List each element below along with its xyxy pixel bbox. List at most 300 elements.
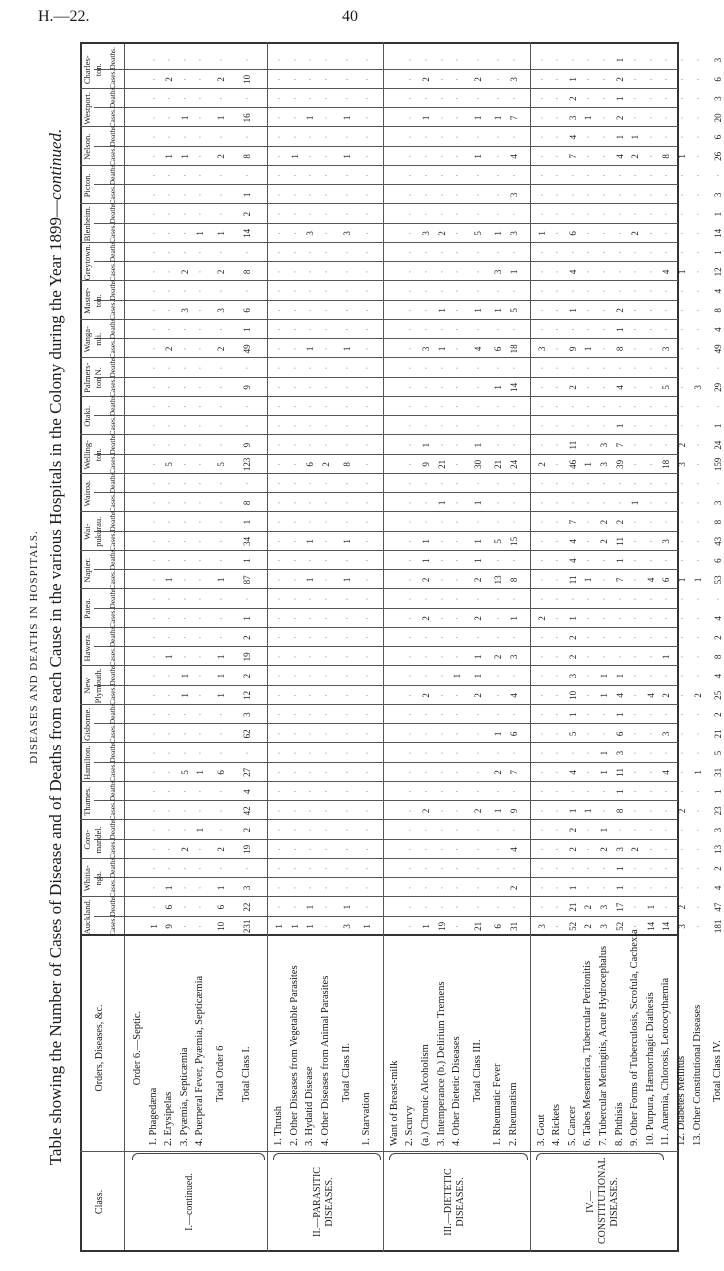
empty-cell: · [552,135,563,139]
empty-cell: · [341,867,352,871]
empty-cell: · [164,636,175,640]
cases-deaths-rule [94,454,678,455]
empty-cell: · [436,847,447,851]
empty-cell: · [164,693,175,697]
deaths-subheader: Deaths. [108,432,117,455]
cases-value: 1 [362,924,373,929]
cases-value: 1 [614,423,625,429]
empty-cell: · [195,886,206,890]
empty-cell: · [713,366,724,370]
empty-cell: · [630,770,641,774]
empty-cell: · [436,597,447,601]
empty-cell: · [195,174,206,178]
empty-cell: · [583,539,594,543]
header-section-code: H.—22. [38,8,90,25]
cases-value: 1 [583,115,594,121]
empty-cell: · [274,655,285,659]
cases-value: 4 [567,770,578,775]
deaths-value: 1 [472,442,483,448]
empty-cell: · [148,905,159,909]
empty-cell: · [216,559,226,563]
deaths-value: 9 [241,442,252,448]
empty-cell: · [552,405,563,409]
empty-cell: · [630,424,641,428]
empty-cell: · [452,462,463,466]
empty-cell: · [583,58,594,62]
empty-cell: · [493,886,504,890]
cases-deaths-rule [94,69,678,70]
empty-cell: · [436,559,447,563]
cases-value: 3 [677,924,687,929]
empty-cell: · [493,212,504,216]
cases-value: 3 [661,731,672,737]
empty-cell: · [583,251,594,255]
empty-cell: · [536,886,547,890]
empty-cell: · [599,193,609,197]
empty-cell: · [493,905,504,909]
deaths-value: 2 [614,519,625,525]
empty-cell: · [692,231,703,235]
cases-value: 8 [241,154,252,159]
empty-cell: · [148,174,159,178]
class-label: I.—continued. [183,1173,195,1231]
cases-value: 1 [289,154,300,159]
cases-value: 1 [195,770,206,775]
empty-cell: · [552,809,563,813]
empty-cell: · [630,578,641,582]
empty-cell: · [436,443,447,447]
empty-cell: · [661,867,672,871]
empty-cell: · [148,616,159,620]
empty-cell: · [452,809,463,813]
deaths-value: 1 [421,558,431,563]
empty-cell: · [567,867,578,871]
deaths-value: 4 [241,789,252,794]
empty-cell: · [164,251,175,255]
empty-cell: · [164,616,175,620]
empty-cell: · [274,174,285,178]
cases-value: 5 [661,385,672,390]
empty-cell: · [405,616,416,620]
cases-value: 46 [567,459,578,469]
empty-cell: · [661,905,672,909]
empty-cell: · [536,867,547,871]
empty-cell: · [552,443,563,447]
empty-cell: · [179,828,190,832]
empty-cell: · [536,905,547,909]
empty-cell: · [179,559,190,563]
empty-cell: · [195,790,206,794]
disease-row-label: 10. Purpura, Hæmorrhagic Diathesis [644,992,656,1146]
empty-cell: · [536,289,547,293]
empty-cell: · [405,482,416,486]
cases-value: 1 [179,115,190,121]
empty-cell: · [405,828,416,832]
empty-cell: · [677,539,687,543]
cases-value: 6 [567,231,578,236]
empty-cell: · [321,443,331,447]
empty-cell: · [472,847,483,851]
empty-cell: · [405,655,416,659]
empty-cell: · [661,231,672,235]
cases-value: 2 [567,847,578,852]
empty-cell: · [321,905,331,909]
deaths-value: 6 [713,558,724,563]
hospital-header: Coro-mandel. [82,826,103,854]
cases-value: 2 [630,847,641,852]
empty-cell: · [164,385,175,389]
cases-value: 19 [241,844,252,854]
empty-cell: · [692,135,703,139]
empty-cell: · [536,597,547,601]
empty-cell: · [677,231,687,235]
empty-cell: · [677,655,687,659]
cases-value: 5 [567,731,578,737]
class-column-rule [80,1151,678,1152]
empty-cell: · [164,790,175,794]
empty-cell: · [599,289,609,293]
empty-cell: · [274,597,285,601]
empty-cell: · [493,751,504,755]
empty-cell: · [341,174,352,178]
cases-value: 2 [536,616,547,621]
hospital-column-rule [80,204,678,205]
deaths-value: 24 [713,440,724,450]
cases-value: 3 [216,308,226,313]
empty-cell: · [630,116,641,120]
empty-cell: · [692,366,703,370]
empty-cell: · [289,424,300,428]
empty-cell: · [645,462,656,466]
empty-cell: · [341,385,352,389]
empty-cell: · [583,886,594,890]
empty-cell: · [536,328,547,332]
empty-cell: · [452,154,463,158]
cases-value: 1 [216,115,226,121]
disease-row-label: 1. Thrush [273,1105,285,1146]
deaths-value: 2 [677,904,687,910]
cases-value: 3 [692,385,703,390]
hospital-header: Wairoa. [82,480,92,507]
cases-subheader: Cases. [108,377,117,397]
empty-cell: · [405,385,416,389]
empty-cell: · [216,212,226,216]
empty-cell: · [583,97,594,101]
empty-cell: · [583,847,594,851]
cases-value: 3 [341,924,352,929]
deaths-subheader: Deaths. [108,586,117,609]
empty-cell: · [472,636,483,640]
cases-value: 1 [472,115,483,121]
empty-cell: · [630,308,641,312]
empty-cell: · [614,231,625,235]
empty-cell: · [179,636,190,640]
deaths-value: 22 [241,902,252,912]
empty-cell: · [195,867,206,871]
empty-cell: · [305,867,316,871]
deaths-value: 1 [305,904,316,910]
empty-cell: · [405,328,416,332]
cases-value: 5 [509,308,519,313]
deaths-value: 1 [216,673,226,679]
empty-cell: · [321,347,331,351]
empty-cell: · [472,751,483,755]
disease-row-label: 2. Rheumatism [508,1082,519,1146]
deaths-value: 1 [614,327,625,332]
empty-cell: · [630,174,641,178]
hospital-column-rule [80,666,678,667]
empty-cell: · [452,847,463,851]
empty-cell: · [509,501,519,505]
cases-deaths-rule [94,223,678,224]
cases-value: 6 [509,731,519,737]
empty-cell: · [567,501,578,505]
empty-cell: · [305,443,316,447]
empty-cell: · [148,597,159,601]
disease-row-label: 4. Rickets [551,1104,563,1146]
empty-cell: · [677,616,687,620]
empty-cell: · [405,462,416,466]
empty-cell: · [341,58,352,62]
empty-cell: · [583,828,594,832]
cases-deaths-rule [94,338,678,339]
empty-cell: · [289,328,300,332]
total-row-label: Total Class II. [340,1042,352,1102]
cases-value: 1 [164,885,175,891]
cases-value: 8 [661,154,672,159]
empty-cell: · [341,251,352,255]
cases-value: 11 [614,768,625,777]
empty-cell: · [405,886,416,890]
empty-cell: · [677,693,687,697]
empty-cell: · [195,77,206,81]
cases-subheader: Cases. [108,416,117,436]
empty-cell: · [405,713,416,717]
empty-cell: · [509,520,519,524]
cases-value: 1 [583,808,594,814]
empty-cell: · [305,732,316,736]
cases-subheader: Cases. [108,685,117,705]
empty-cell: · [148,732,159,736]
cases-value: 3 [661,539,672,544]
empty-cell: · [195,462,206,466]
deaths-value: 1 [713,250,724,255]
disease-row-label: 3. Intemperance (b.) Delirium Tremens [435,981,447,1146]
empty-cell: · [436,636,447,640]
cases-value: 1 [493,385,504,390]
empty-cell: · [452,886,463,890]
empty-cell: · [305,135,316,139]
empty-cell: · [179,174,190,178]
empty-cell: · [179,751,190,755]
empty-cell: · [552,847,563,851]
empty-cell: · [692,58,703,62]
cases-value: 3 [677,462,687,467]
empty-cell: · [552,270,563,274]
empty-cell: · [509,251,519,255]
empty-cell: · [216,135,226,139]
cases-deaths-rule [94,877,678,878]
empty-cell: · [552,828,563,832]
empty-cell: · [421,482,431,486]
cases-value: 2 [216,346,226,352]
empty-cell: · [274,424,285,428]
empty-cell: · [362,674,373,678]
cases-value: 24 [509,459,519,469]
empty-cell: · [241,135,252,139]
empty-cell: · [452,77,463,81]
empty-cell: · [305,385,316,389]
empty-cell: · [661,289,672,293]
empty-cell: · [148,559,159,563]
empty-cell: · [321,636,331,640]
empty-cell: · [452,193,463,197]
empty-cell: · [164,174,175,178]
empty-cell: · [645,847,656,851]
empty-cell: · [692,790,703,794]
empty-cell: · [645,193,656,197]
empty-cell: · [645,270,656,274]
empty-cell: · [493,97,504,101]
empty-cell: · [630,905,641,909]
empty-cell: · [692,520,703,524]
empty-cell: · [179,655,190,659]
cases-subheader: Cases. [108,146,117,166]
empty-cell: · [216,97,226,101]
hospital-header: New Plymouth. [82,668,103,704]
empty-cell: · [289,385,300,389]
disease-row-label: 3. Gout [535,1114,547,1146]
empty-cell: · [216,385,226,389]
empty-cell: · [195,405,206,409]
empty-cell: · [536,578,547,582]
deaths-value: 1 [614,712,625,717]
empty-cell: · [599,385,609,389]
cases-value: 4 [713,885,724,891]
cases-value: 3 [341,231,352,236]
empty-cell: · [405,289,416,293]
cases-value: 1 [305,115,316,121]
class-label: II.—PARASITIC DISEASES. [312,1167,335,1237]
empty-cell: · [614,212,625,216]
empty-cell: · [362,462,373,466]
empty-cell: · [630,347,641,351]
empty-cell: · [362,616,373,620]
empty-cell: · [692,905,703,909]
empty-cell: · [452,58,463,62]
empty-cell: · [599,251,609,255]
empty-cell: · [692,193,703,197]
empty-cell: · [179,212,190,216]
hospital-header: Greytown. [82,244,92,281]
empty-cell: · [552,578,563,582]
empty-cell: · [436,482,447,486]
empty-cell: · [274,193,285,197]
empty-cell: · [274,116,285,120]
empty-cell: · [661,520,672,524]
empty-cell: · [148,636,159,640]
empty-cell: · [493,828,504,832]
empty-cell: · [405,97,416,101]
deaths-value: 1 [241,327,252,332]
empty-cell: · [148,58,159,62]
empty-cell: · [436,867,447,871]
empty-cell: · [362,732,373,736]
empty-cell: · [552,674,563,678]
empty-cell: · [452,616,463,620]
hospital-column-rule [80,589,678,590]
empty-cell: · [452,212,463,216]
hospital-column-rule [80,396,678,397]
empty-cell: · [452,308,463,312]
hospital-header: Hawera. [82,632,92,662]
deaths-subheader: Deaths. [108,201,117,224]
empty-cell: · [179,289,190,293]
empty-cell: · [195,597,206,601]
cases-deaths-rule [94,415,678,416]
cases-value: 7 [614,577,625,583]
empty-cell: · [536,559,547,563]
cases-value: 21 [493,459,504,469]
cases-value: 1 [341,154,352,159]
empty-cell: · [305,308,316,312]
deaths-subheader: Deaths. [108,316,117,340]
empty-cell: · [421,674,431,678]
cases-value: 5 [164,462,175,467]
empty-cell: · [583,770,594,774]
empty-cell: · [436,828,447,832]
empty-cell: · [472,270,483,274]
empty-cell: · [552,97,563,101]
empty-cell: · [241,289,252,293]
empty-cell: · [421,520,431,524]
class-bracket [389,1153,528,1160]
empty-cell: · [362,539,373,543]
cases-value: 1 [241,616,252,621]
empty-cell: · [661,636,672,640]
empty-cell: · [713,597,724,601]
empty-cell: · [362,424,373,428]
empty-cell: · [341,559,352,563]
empty-cell: · [677,174,687,178]
empty-cell: · [452,520,463,524]
cases-subheader: Cases. [108,185,117,205]
empty-cell: · [645,366,656,370]
empty-cell: · [305,328,316,332]
empty-cell: · [614,597,625,601]
empty-cell: · [583,366,594,370]
cases-value: 1 [216,693,226,698]
empty-cell: · [164,751,175,755]
empty-cell: · [436,693,447,697]
empty-cell: · [452,751,463,755]
empty-cell: · [692,847,703,851]
empty-cell: · [552,732,563,736]
empty-cell: · [195,193,206,197]
empty-cell: · [509,405,519,409]
cases-value: 1 [599,693,609,698]
cases-value: 8 [509,577,519,583]
empty-cell: · [362,405,373,409]
empty-cell: · [509,559,519,563]
cases-value: 8 [614,808,625,814]
cases-value: 1 [493,115,504,121]
empty-cell: · [630,674,641,678]
empty-cell: · [274,713,285,717]
empty-cell: · [274,559,285,563]
empty-cell: · [148,655,159,659]
empty-cell: · [661,674,672,678]
